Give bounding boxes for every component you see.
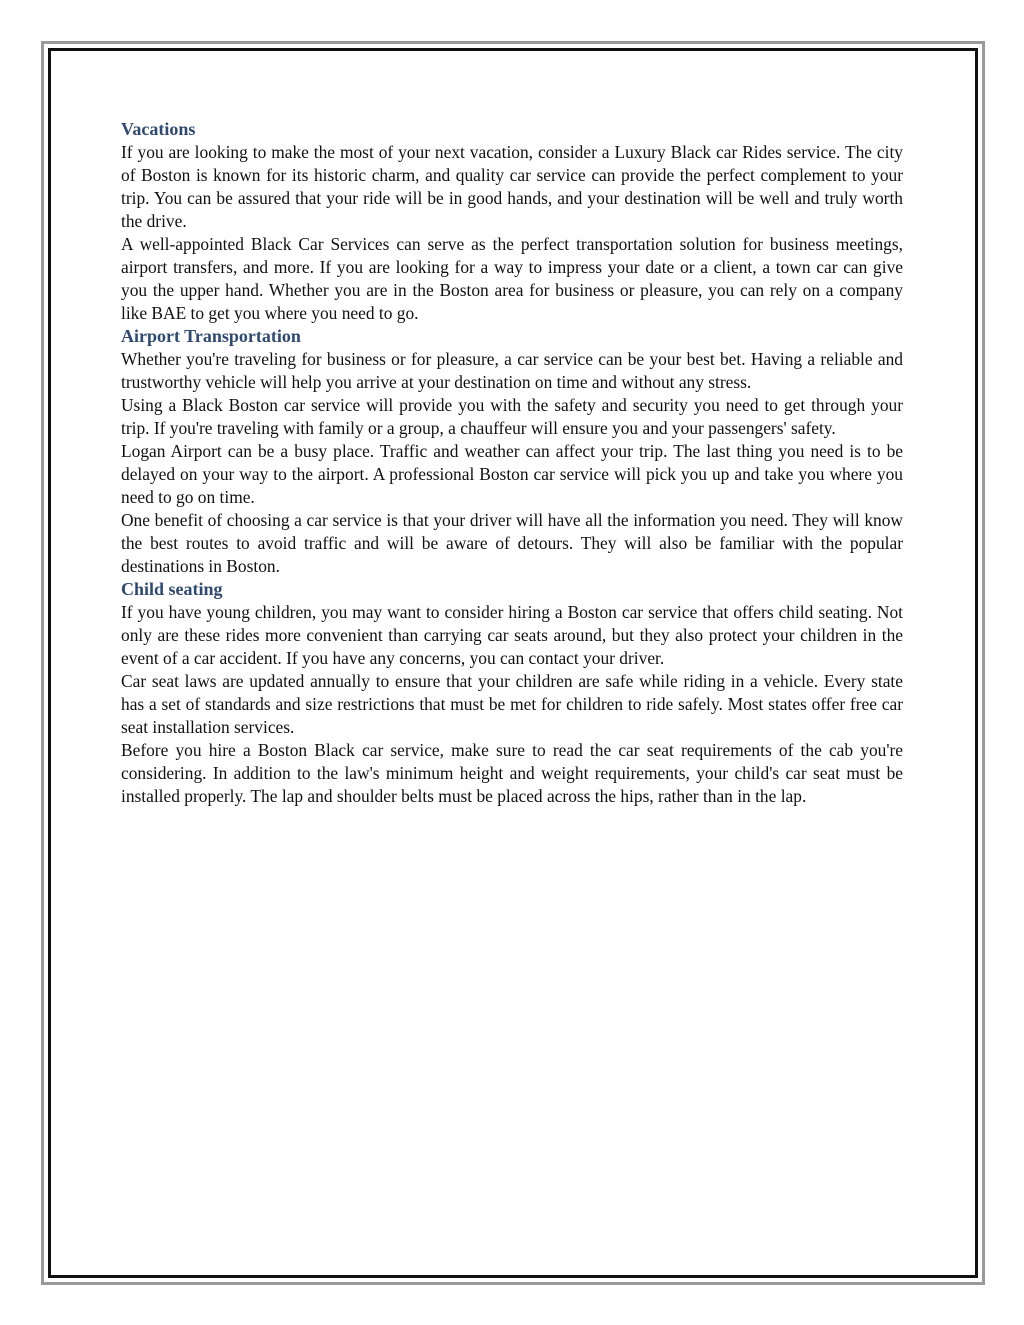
paragraph: If you have young children, you may want to consider hiring a Boston car service that offers child seating. Not only are these rides more convenient than carrying car seats around, but they also protect your children in the event of a car accident. If you have any concerns, you can contact your driver. — [121, 602, 903, 668]
paragraph: Before you hire a Boston Black car service, make sure to read the car seat requirements of the cab you're considering. In addition to the law's minimum height and weight requirements, your child's car seat must be installed properly. The lap and shoulder belts must be placed across the hips, rather than in the lap. — [121, 740, 903, 806]
paragraph: Whether you're traveling for business or for pleasure, a car service can be your best bet. Having a reliable and trustworthy vehicle will help you arrive at your destination on time and without any stress. — [121, 349, 903, 392]
paragraph: Car seat laws are updated annually to ensure that your children are safe while riding in a vehicle. Every state has a set of standards and size restrictions that must be met for children to ride safely. Most states offer free car seat installation services. — [121, 671, 903, 737]
paragraph: One benefit of choosing a car service is that your driver will have all the information you need. They will know the best routes to avoid traffic and will be aware of detours. They will also be familiar with the popular destinations in Boston. — [121, 510, 903, 576]
paragraph: Using a Black Boston car service will provide you with the safety and security you need to get through your trip. If you're traveling with family or a group, a chauffeur will ensure you and your passengers' safety. — [121, 395, 903, 438]
heading-airport-transportation: Airport Transportation — [121, 326, 301, 346]
paragraph: A well-appointed Black Car Services can serve as the perfect transportation solution for business meetings, airport transfers, and more. If you are looking for a way to impress your date or a client, a town car can give you the upper hand. Whether you are in the Boston area for business or pleasure, you can rely on a company like BAE to get you where you need to go. — [121, 234, 903, 323]
heading-vacations: Vacations — [121, 119, 196, 139]
paragraph: Logan Airport can be a busy place. Traffic and weather can affect your trip. The last thing you need is to be delayed on your way to the airport. A professional Boston car service will pick you up and take you where you need to go on time. — [121, 441, 903, 507]
heading-child-seating: Child seating — [121, 579, 223, 599]
paragraph: If you are looking to make the most of your next vacation, consider a Luxury Black car Rides service. The city of Boston is known for its historic charm, and quality car service can provide the perfect complement to your trip. You can be assured that your ride will be in good hands, and your destination will be well and truly worth the drive. — [121, 142, 903, 231]
document-body — [121, 118, 903, 808]
